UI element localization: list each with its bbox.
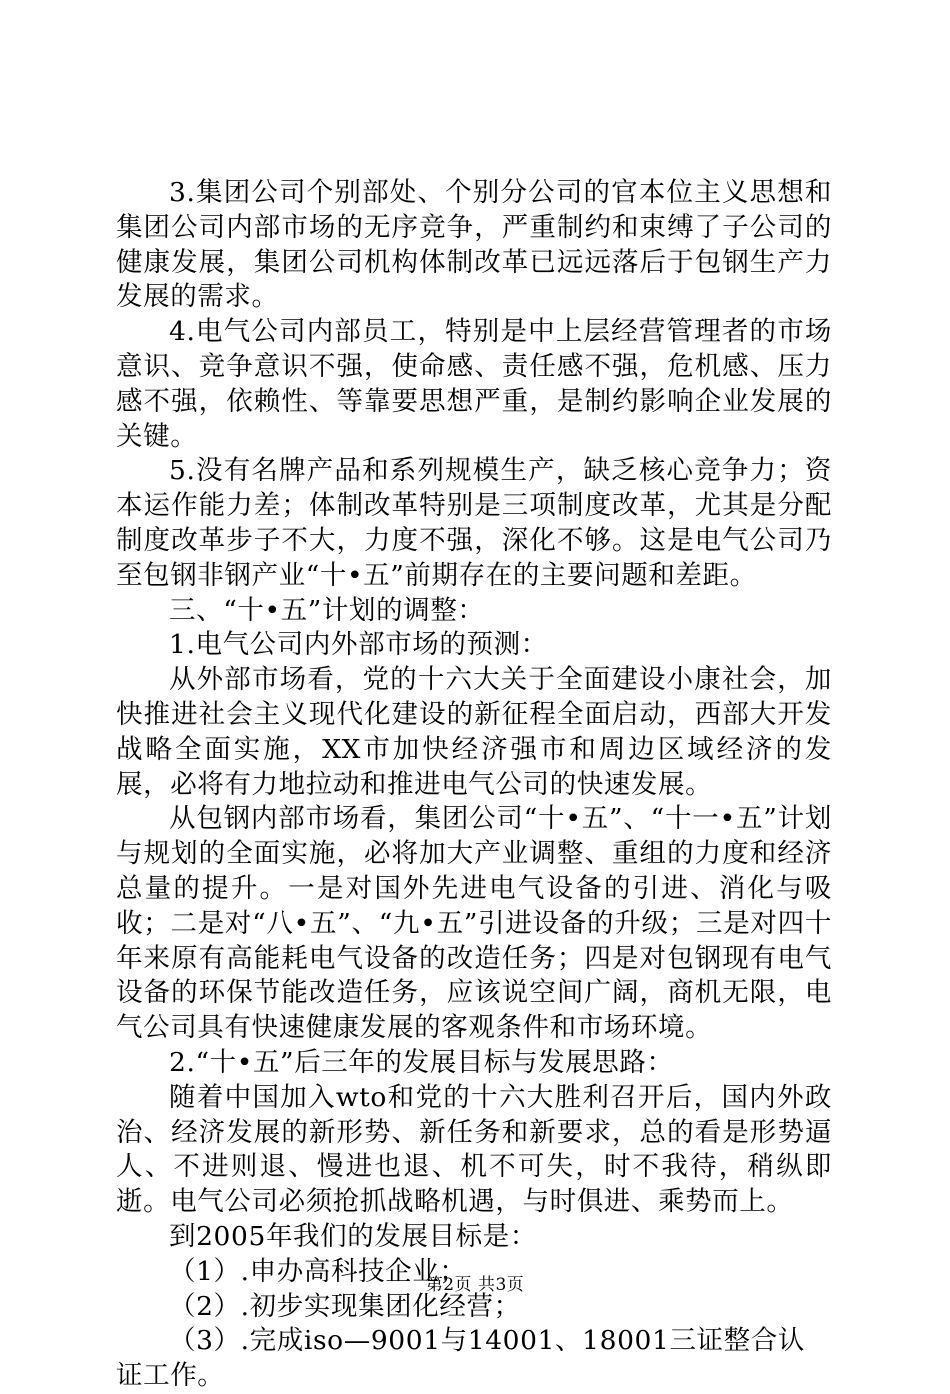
subheading-market-forecast: 1.电气公司内外部市场的预测：	[169, 629, 548, 661]
document-body	[116, 176, 832, 1394]
list-item-goal-1: （1）.申办高科技企业；	[169, 1255, 467, 1287]
paragraph-external-market: 从外部市场看，党的十六大关于全面建设小康社会，加快推进社会主义现代化建设的新征程全面启动，西部大开发战略全面实施，XX市加快经济强市和周边区域经济的发展，必将有力地拉动和推进电气公司的快速发展。	[116, 664, 832, 800]
list-item-goal-2: （2）.初步实现集团化经营；	[169, 1290, 521, 1322]
list-item-goal-3: （3）.完成iso—9001与14001、18001三证整合认证工作。	[116, 1325, 805, 1392]
paragraph-problem-5: 5.没有名牌产品和系列规模生产，缺乏核心竞争力；资本运作能力差；体制改革特别是三项制度改革，尤其是分配制度改革步子不大，力度不强，深化不够。这是电气公司乃至包钢非钢产业“十•五”前期存在的主要问题和差距。	[116, 455, 832, 591]
paragraph-problem-3: 3.集团公司个别部处、个别分公司的官本位主义思想和集团公司内部市场的无序竞争，严重制约和束缚了子公司的健康发展，集团公司机构体制改革已远远落后于包钢生产力发展的需求。	[116, 177, 832, 313]
subheading-development-goals: 2.“十•五”后三年的发展目标与发展思路：	[169, 1046, 674, 1078]
page-footer	[0, 1275, 950, 1295]
paragraph-internal-market: 从包钢内部市场看，集团公司“十•五”、“十一•五”计划与规划的全面实施，必将加大产业调整、重组的力度和经济总量的提升。一是对国外先进电气设备的引进、消化与吸收；二是对“八•五”、“九•五”引进设备的升级；三是对四十年来原有高能耗电气设备的改造任务；四是对包钢现有电气设备的环保节能改造任务，应该说空间广阔，商机无限，电气公司具有快速健康发展的客观条件和市场环境。	[116, 803, 832, 1044]
paragraph-problem-4: 4.电气公司内部员工，特别是中上层经营管理者的市场意识、竞争意识不强，使命感、责任感不强，危机感、压力感不强，依赖性、等靠要思想严重，是制约影响企业发展的关键。	[116, 316, 832, 452]
paragraph-development-situation: 随着中国加入wto和党的十六大胜利召开后，国内外政治、经济发展的新形势、新任务和新要求，总的看是形势逼人、不进则退、慢进也退、机不可失，时不我待，稍纵即逝。电气公司必须抢抓战略机遇，与时俱进、乘势而上。	[116, 1081, 832, 1218]
section-heading-plan-adjustment: 三、“十•五”计划的调整：	[169, 594, 485, 626]
page-number: 第2页 共3页	[425, 1275, 525, 1295]
paragraph-goals-intro: 到2005年我们的发展目标是：	[169, 1220, 537, 1252]
